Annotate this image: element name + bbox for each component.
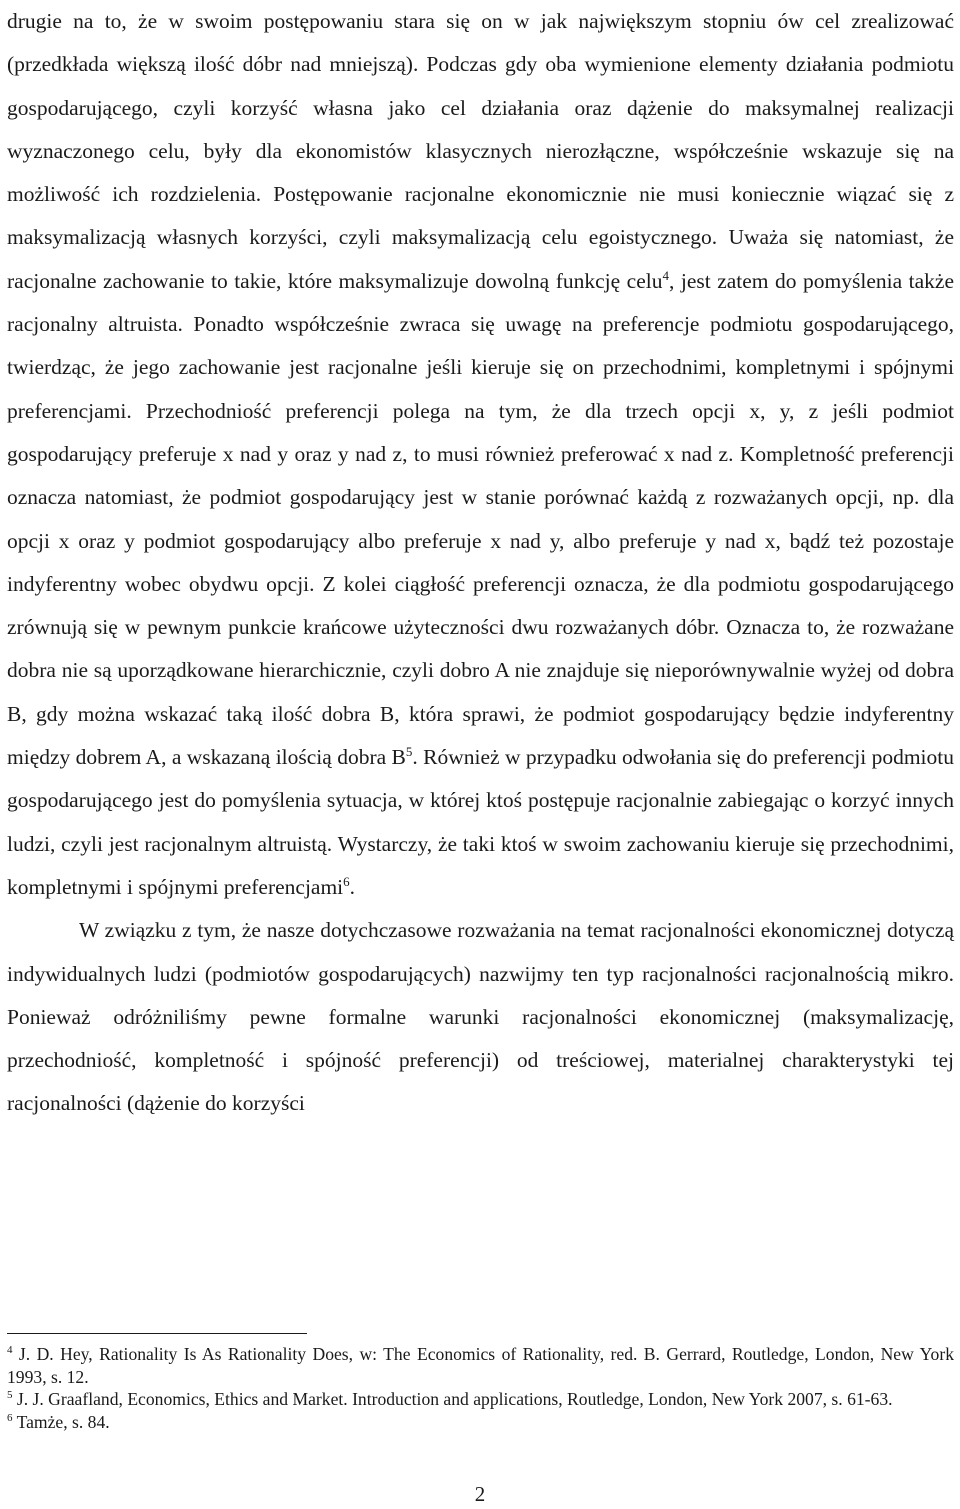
footnote-text: J. J. Graafland, Economics, Ethics and Market. Introduction and applications, Routledge, London, New York 2007, s. 61-63. (12, 1389, 893, 1409)
page-body (7, 0, 954, 1126)
paragraph-1-text-part-2: , jest zatem do pomyślenia także racjonalny altruista. Ponadto współcześnie zwraca się uwagę na preferencje podmiotu gospodarującego, twierdząc, że jego zachowanie jest racjonalne jeśli kieruje się on przechodnimi, kompletnymi i spójnymi preferencjami. Przechodniość preferencji polega na tym, że dla trzech opcji x, y, z jeśli podmiot gospodarujący preferuje x nad y oraz y nad z, to musi również preferować x nad z. Kompletność preferencji oznacza natomiast, że podmiot gospodarujący jest w stanie porównać każdą z rozważanych opcji, np. dla opcji x oraz y podmiot gospodarujący albo preferuje x nad y, albo preferuje y nad x, bądź też pozostaje indyferentny wobec obydwu opcji. Z kolei ciągłość preferencji oznacza, że dla podmiotu gospodarującego zrównują się w pewnym punkcie krańcowe użyteczności dwu rozważanych dóbr. Oznacza to, że rozważane dobra nie są uporządkowane hierarchicznie, czyli dobro A nie znajduje się nieporównywalnie wyżej od dobra B, gdy można wskazać taką ilość dobra B, która sprawi, że podmiot gospodarujący będzie indyferentny między dobrem A, a wskazaną ilością dobra B (7, 268, 954, 770)
paragraph-1 (7, 0, 954, 909)
paragraph-2: W związku z tym, że nasze dotychczasowe rozważania na temat racjonalności ekonomicznej dotyczą indywidualnych ludzi (podmiotów gospodarujących) nazwijmy ten typ racjonalności racjonalnością mikro. Ponieważ odróżniliśmy pewne formalne warunki racjonalności ekonomicznej (maksymalizację, przechodniość, kompletność i spójność preferencji) od treściowej, materialnej charakterystyki tej racjonalności (dążenie do korzyści (7, 918, 954, 1116)
footnote-ref-4[interactable]: 4 (662, 267, 669, 283)
footnote-5 (7, 1388, 954, 1411)
footnote-text: J. D. Hey, Rationality Is As Rationality Does, w: The Economics of Rationality, red. B. Gerrard, Routledge, London, New York 1993, s. 12. (7, 1344, 954, 1387)
paragraph-1-text-part-4: . (349, 874, 356, 899)
page-number: 2 (474, 1482, 486, 1506)
footnote-4 (7, 1343, 954, 1388)
footnotes (7, 1343, 954, 1433)
paragraph-1-text-part-1: drugie na to, że w swoim postępowaniu stara się on w jak największym stopniu ów cel zrealizować (przedkłada większą ilość dóbr nad mniejszą). Podczas gdy oba wymienione elementy działania podmiotu gospodarującego, czyli korzyść własna jako cel działania oraz dążenie do maksymalnej realizacji wyznaczonego celu, były dla ekonomistów klasycznych nierozłączne, współcześnie wskazuje się na możliwość ich rozdzielenia. Postępowanie racjonalne ekonomicznie nie musi koniecznie wiązać się z maksymalizacją własnych korzyści, czyli maksymalizacją celu egoistycznego. Uważa się natomiast, że racjonalne zachowanie to takie, które maksymalizuje dowolną funkcję celu (7, 9, 954, 293)
paragraph-1-text-part-3: . Również w przypadku odwołania się do preferencji podmiotu gospodarującego jest do pomyślenia sytuacja, w której ktoś postępuje racjonalnie zabiegając o korzyć innych ludzi, czyli jest racjonalnym altruistą. Wystarczy, że taki ktoś w swoim zachowaniu kieruje się przechodnimi, kompletnymi i spójnymi preferencjami (7, 745, 954, 899)
footnote-number: 5 (7, 1389, 13, 1402)
footnote-ref-6[interactable]: 6 (343, 873, 350, 889)
footnote-separator (7, 1333, 307, 1334)
footnote-ref-5[interactable]: 5 (405, 743, 413, 759)
footnote-text: Tamże, s. 84. (12, 1411, 110, 1432)
footnote-number: 6 (7, 1411, 13, 1424)
footnote-6 (7, 1411, 954, 1434)
footnote-number: 4 (7, 1344, 13, 1357)
